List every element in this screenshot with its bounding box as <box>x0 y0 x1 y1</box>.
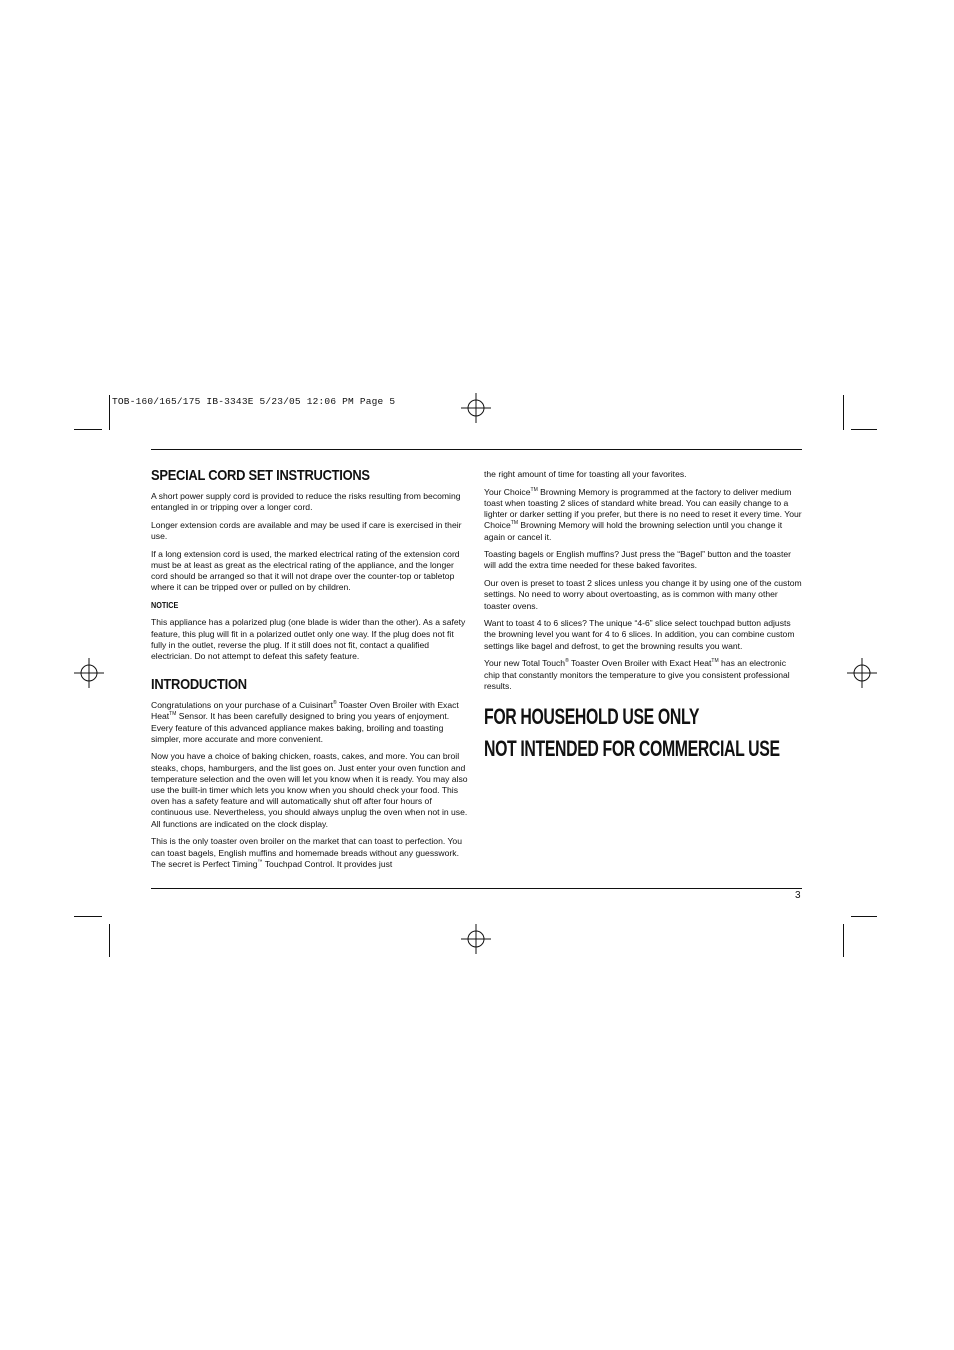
commercial-use-heading: NOT INTENDED FOR COMMERCIAL USE <box>484 735 780 761</box>
intro-paragraph-2: Now you have a choice of baking chicken, roasts, cakes, and more. You can broil steaks, chops, hamburgers, and the list goes on. Just enter your oven function and temperature selection and the oven will let you know when it is ready. You may also use the built-in timer which lets you know when you should check your food. This oven has a safety feature and will automatically shut off after four hours of continuous use. Nevertheless, you should always unplug the oven when not in use. All functions are indicated on the clock display. <box>151 751 468 829</box>
registration-mark-top-icon <box>461 393 491 423</box>
intro-paragraph-1: Congratulations on your purchase of a Cuisinart® Toaster Oven Broiler with Exact Heat™ Sensor. It has been carefully designed to bring you years of enjoyment. Every feature of this advanced appliance makes baking, broiling and toasting simpler, more accurate and more convenient. <box>151 700 459 744</box>
crop-mark-bottom-right-vertical <box>843 924 844 957</box>
crop-mark-top-right-vertical <box>843 395 844 430</box>
intro-paragraph-3: This is the only toaster oven broiler on the market that can toast to perfection. You can toast bagels, English muffins and homemade breads without any guesswork. The secret is Perfect Timing™ Touchpad Control. It provides just <box>151 836 462 869</box>
crop-mark-top-right-horizontal <box>851 429 877 430</box>
cord-paragraph-1: A short power supply cord is provided to reduce the risks resulting from becoming entangled in or tripping over a longer cord. <box>151 491 461 513</box>
page-number: 3 <box>795 890 801 901</box>
bottom-rule <box>151 888 802 889</box>
cord-paragraph-3: If a long extension cord is used, the marked electrical rating of the extension cord must be at least as great as the electrical rating of the appliance, and the longer cord should be arranged so that it will not drape over the counter-top or tabletop where it can be tripped over or pulled on by children. <box>151 548 460 593</box>
crop-mark-bottom-left-horizontal <box>74 916 102 917</box>
intro-heading: INTRODUCTION <box>151 676 247 694</box>
right-paragraph-1: the right amount of time for toasting all your favorites. <box>484 469 687 479</box>
registration-mark-right-icon <box>847 658 877 688</box>
top-rule <box>151 449 802 450</box>
registration-mark-left-icon <box>74 658 104 688</box>
notice-paragraph: This appliance has a polarized plug (one blade is wider than the other). As a safety feature, this plug will fit in a polarized outlet only one way. If the plug does not fit fully in the outlet, reverse the plug. If it still does not fit, contact a qualified electrician. Do not attempt to defeat this safety feature. <box>151 617 466 661</box>
crop-mark-bottom-right-horizontal <box>851 916 877 917</box>
household-use-heading: FOR HOUSEHOLD USE ONLY <box>484 703 700 729</box>
browning-memory-paragraph: Your Choice™ Browning Memory is programmed at the factory to deliver medium toast when toasting 2 slices of standard white bread. You can easily change to a lighter or darker setting if you prefer, but there is no need to reset it every time. Your Choice™ Browning Memory will hold the browning selection until you change it again or cancel it. <box>484 486 802 542</box>
cord-heading: SPECIAL CORD SET INSTRUCTIONS <box>151 467 370 484</box>
cord-paragraph-2: Longer extension cords are available and may be used if care is exercised in their use. <box>151 519 462 542</box>
crop-mark-top-left-horizontal <box>74 429 102 430</box>
crop-mark-bottom-left-vertical <box>109 924 110 957</box>
notice-heading: NOTICE <box>151 600 179 611</box>
bagel-paragraph: Toasting bagels or English muffins? Just press the “Bagel” button and the toaster will add the extra time needed for these baked favorites. <box>484 549 792 571</box>
exact-heat-paragraph: Your new Total Touch® Toaster Oven Broiler with Exact Heat™ has an electronic chip that constantly monitors the temperature to give you consistent professional results. <box>484 658 790 691</box>
slice-select-paragraph: Want to toast 4 to 6 slices? The unique “4-6” slice select touchpad button adjusts the browning level you want for 4 to 6 slices. In addition, you can combine custom settings like bagel and defrost, to get the browning results you want. <box>484 618 795 651</box>
preset-paragraph: Our oven is preset to toast 2 slices unless you change it by using one of the custom settings. No need to worry about overtoasting, as is common with many other toaster ovens. <box>484 578 802 611</box>
registration-mark-bottom-icon <box>461 924 491 954</box>
print-slug: TOB-160/165/175 IB-3343E 5/23/05 12:06 PM Page 5 <box>112 396 396 407</box>
crop-mark-top-left-vertical <box>109 395 110 430</box>
left-column <box>151 467 469 876</box>
right-column <box>484 469 802 762</box>
